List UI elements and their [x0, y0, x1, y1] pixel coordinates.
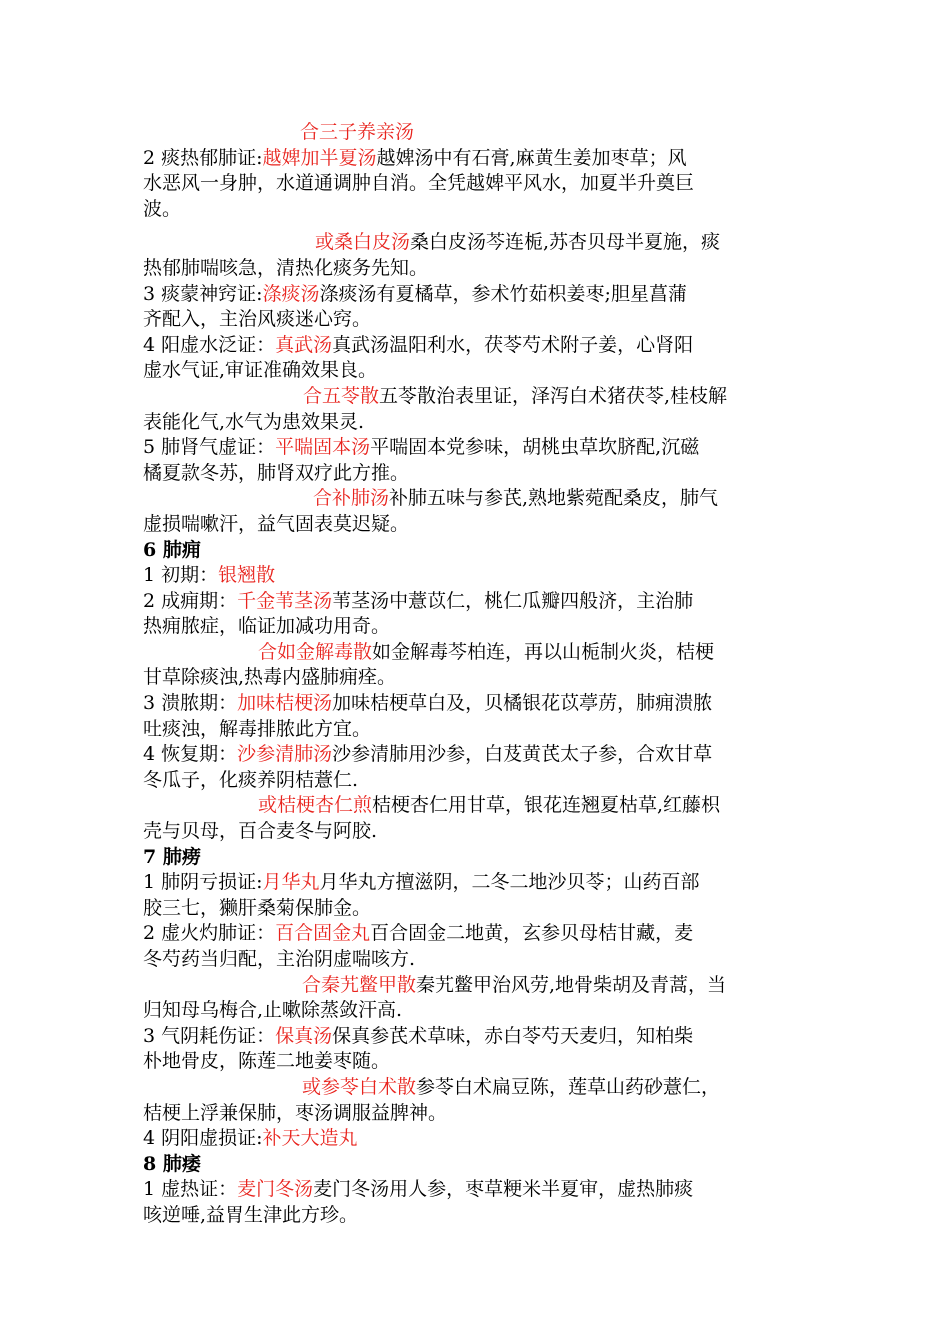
- verse-text: 甘草除痰浊,热毒内盛肺痈痊。: [143, 666, 397, 689]
- line: [143, 793, 805, 819]
- syndrome-label: 4 阴阳虚损证:: [143, 1127, 263, 1150]
- line: [143, 1126, 805, 1152]
- syndrome-label: 2 虚火灼肺证：: [143, 922, 276, 945]
- line: [143, 486, 805, 512]
- verse-text: 齐配入，主治风痰迷心窍。: [143, 308, 372, 331]
- line: [143, 870, 805, 896]
- formula-name: 合补肺汤: [313, 487, 390, 510]
- line: [143, 921, 805, 947]
- formula-name: 涤痰汤: [262, 282, 320, 305]
- formula-name: 合三子养亲汤: [300, 121, 415, 143]
- syndrome-label: 2 痰热郁肺证:: [143, 146, 263, 169]
- formula-name: 保真汤: [275, 1024, 333, 1047]
- formula-name: 或桑白皮汤: [315, 231, 411, 254]
- syndrome-label: 2 成痈期：: [143, 589, 238, 612]
- formula-name: 百合固金丸: [275, 922, 371, 945]
- verse-text: 壳与贝母，百合麦冬与阿胶.: [143, 820, 378, 843]
- formula-name: 或参苓白术散: [302, 1075, 417, 1098]
- syndrome-label: 3 气阴耗伤证：: [143, 1024, 276, 1047]
- line: [143, 410, 805, 436]
- line: [143, 230, 805, 256]
- verse-text: 如金解毒芩柏连，再以山栀制火炎，桔梗: [372, 640, 715, 663]
- verse-text: 朴地骨皮，陈莲二地姜枣随。: [143, 1050, 391, 1073]
- line: [143, 1075, 805, 1101]
- verse-text: 月华丸方擅滋阴，二冬二地沙贝苓；山药百部: [319, 871, 700, 894]
- line: [143, 742, 805, 768]
- section-heading: 7 肺痨: [143, 845, 201, 868]
- verse-text: 归知母乌梅合,止嗽除蒸敛汗高.: [143, 999, 403, 1022]
- line: [143, 256, 805, 282]
- line: [143, 563, 805, 589]
- line: [143, 197, 805, 223]
- formula-name: 合五苓散: [303, 384, 380, 407]
- formula-name: 加味桔梗汤: [237, 692, 333, 715]
- line: [143, 120, 805, 146]
- syndrome-label: 4 恢复期：: [143, 743, 238, 766]
- line: [143, 1203, 805, 1229]
- line: [143, 998, 805, 1024]
- verse-text: 桔梗上浮兼保肺，枣汤调服益脾神。: [143, 1101, 448, 1124]
- verse-text: 虚损喘嗽汗，益气固表莫迟疑。: [143, 512, 410, 535]
- verse-text: 加味桔梗草白及，贝橘银花苡葶苈，肺痈溃脓: [332, 692, 713, 715]
- formula-name: 银翘散: [218, 564, 276, 587]
- line: [143, 614, 805, 640]
- verse-text: 橘夏款冬苏，肺肾双疗此方推。: [143, 461, 410, 484]
- formula-name: 平喘固本汤: [275, 436, 371, 459]
- verse-text: 参苓白术扁豆陈，莲草山药砂薏仁，: [416, 1075, 721, 1098]
- syndrome-label: 3 溃脓期：: [143, 692, 238, 715]
- verse-text: 桔梗杏仁用甘草，银花连翘夏枯草,红藤枳: [372, 794, 721, 817]
- syndrome-label: 1 虚热证：: [143, 1178, 238, 1201]
- line: [143, 146, 805, 172]
- syndrome-label: 1 初期：: [143, 564, 219, 587]
- line: [143, 717, 805, 743]
- verse-text: 越婢汤中有石膏,麻黄生姜加枣草；风: [376, 146, 687, 169]
- line: [143, 1177, 805, 1203]
- line: [143, 435, 805, 461]
- formula-name: 真武汤: [275, 333, 333, 356]
- formula-name: 合如金解毒散: [258, 640, 373, 663]
- verse-text: 热郁肺喘咳急，清热化痰务先知。: [143, 256, 429, 279]
- document-page: [143, 120, 805, 1229]
- verse-text: 涤痰汤有夏橘草，参术竹茹枳姜枣;胆星菖蒲: [319, 282, 687, 305]
- syndrome-label: 1 肺阴亏损证:: [143, 871, 263, 894]
- syndrome-label: 5 肺肾气虚证：: [143, 436, 276, 459]
- verse-text: 水恶风一身肿，水道通调肿自消。全凭越婢平风水，加夏半升奠巨: [143, 172, 695, 195]
- verse-text: 沙参清肺用沙参，白芨黄芪太子参，合欢甘草: [332, 743, 713, 766]
- verse-text: 冬芍药当归配，主治阴虚喘咳方.: [143, 948, 416, 970]
- line: [143, 589, 805, 615]
- section-heading: 8 肺痿: [143, 1152, 201, 1175]
- verse-text: 秦艽鳖甲治风劳,地骨柴胡及青蒿，当: [416, 973, 727, 996]
- section-heading: 6 肺痈: [143, 538, 201, 561]
- syndrome-label: 3 痰蒙神窍证:: [143, 282, 263, 305]
- formula-name: 月华丸: [262, 871, 320, 894]
- verse-text: 波。: [143, 197, 182, 220]
- verse-text: 咳逆唾,益胃生津此方珍。: [143, 1203, 359, 1226]
- verse-text: 真武汤温阳利水，茯苓芍术附子姜，心肾阳: [332, 333, 694, 356]
- verse-text: 五苓散治表里证，泽泻白术猪茯苓,桂枝解: [379, 384, 728, 407]
- verse-text: 平喘固本党参味，胡桃虫草坎脐配,沉磁: [370, 436, 700, 459]
- formula-name: 沙参清肺汤: [237, 743, 333, 766]
- line: [143, 282, 805, 308]
- formula-name: 越婢加半夏汤: [262, 146, 377, 169]
- verse-text: 保真参芪术草味，赤白苓芍天麦归，知柏柴: [332, 1024, 694, 1047]
- line: [143, 1101, 805, 1127]
- line: [143, 640, 805, 666]
- verse-text: 胶三七，獭肝桑菊保肺金。: [143, 896, 372, 919]
- line: [143, 947, 805, 973]
- syndrome-label: 4 阳虚水泛证：: [143, 333, 276, 356]
- verse-text: 虚水气证,审证准确效果良。: [143, 359, 378, 382]
- formula-name: 合秦艽鳖甲散: [302, 973, 417, 996]
- line: [143, 896, 805, 922]
- line: [143, 768, 805, 794]
- line: [143, 1024, 805, 1050]
- line: [143, 691, 805, 717]
- verse-text: 麦门冬汤用人参，枣草粳米半夏审，虚热肺痰: [313, 1178, 694, 1201]
- verse-text: 冬瓜子，化痰养阴桔薏仁.: [143, 768, 359, 791]
- line: [143, 384, 805, 410]
- line: [143, 333, 805, 359]
- line: [143, 665, 805, 691]
- line: [143, 461, 805, 487]
- verse-text: 吐痰浊，解毒排脓此方宜。: [143, 717, 372, 740]
- line: [143, 171, 805, 197]
- formula-name: 或桔梗杏仁煎: [258, 794, 373, 817]
- verse-text: 苇茎汤中薏苡仁，桃仁瓜瓣四般济，主治肺: [332, 589, 694, 612]
- verse-text: 表能化气,水气为患效果灵.: [143, 410, 365, 433]
- formula-name: 补天大造丸: [262, 1127, 358, 1150]
- formula-name: 千金苇茎汤: [237, 589, 333, 612]
- line: [143, 973, 805, 999]
- verse-text: 热痈脓症，临证加减功用奇。: [143, 615, 391, 638]
- line: [143, 512, 805, 538]
- line: [143, 819, 805, 845]
- line: [143, 307, 805, 333]
- line: [143, 358, 805, 384]
- line: [143, 1049, 805, 1075]
- verse-text: 百合固金二地黄，玄参贝母桔甘藏，麦: [370, 922, 694, 945]
- verse-text: 桑白皮汤芩连栀,苏杏贝母半夏施，痰: [410, 231, 721, 254]
- verse-text: 补肺五味与参芪,熟地紫菀配桑皮，肺气: [389, 487, 719, 510]
- formula-name: 麦门冬汤: [237, 1178, 314, 1201]
